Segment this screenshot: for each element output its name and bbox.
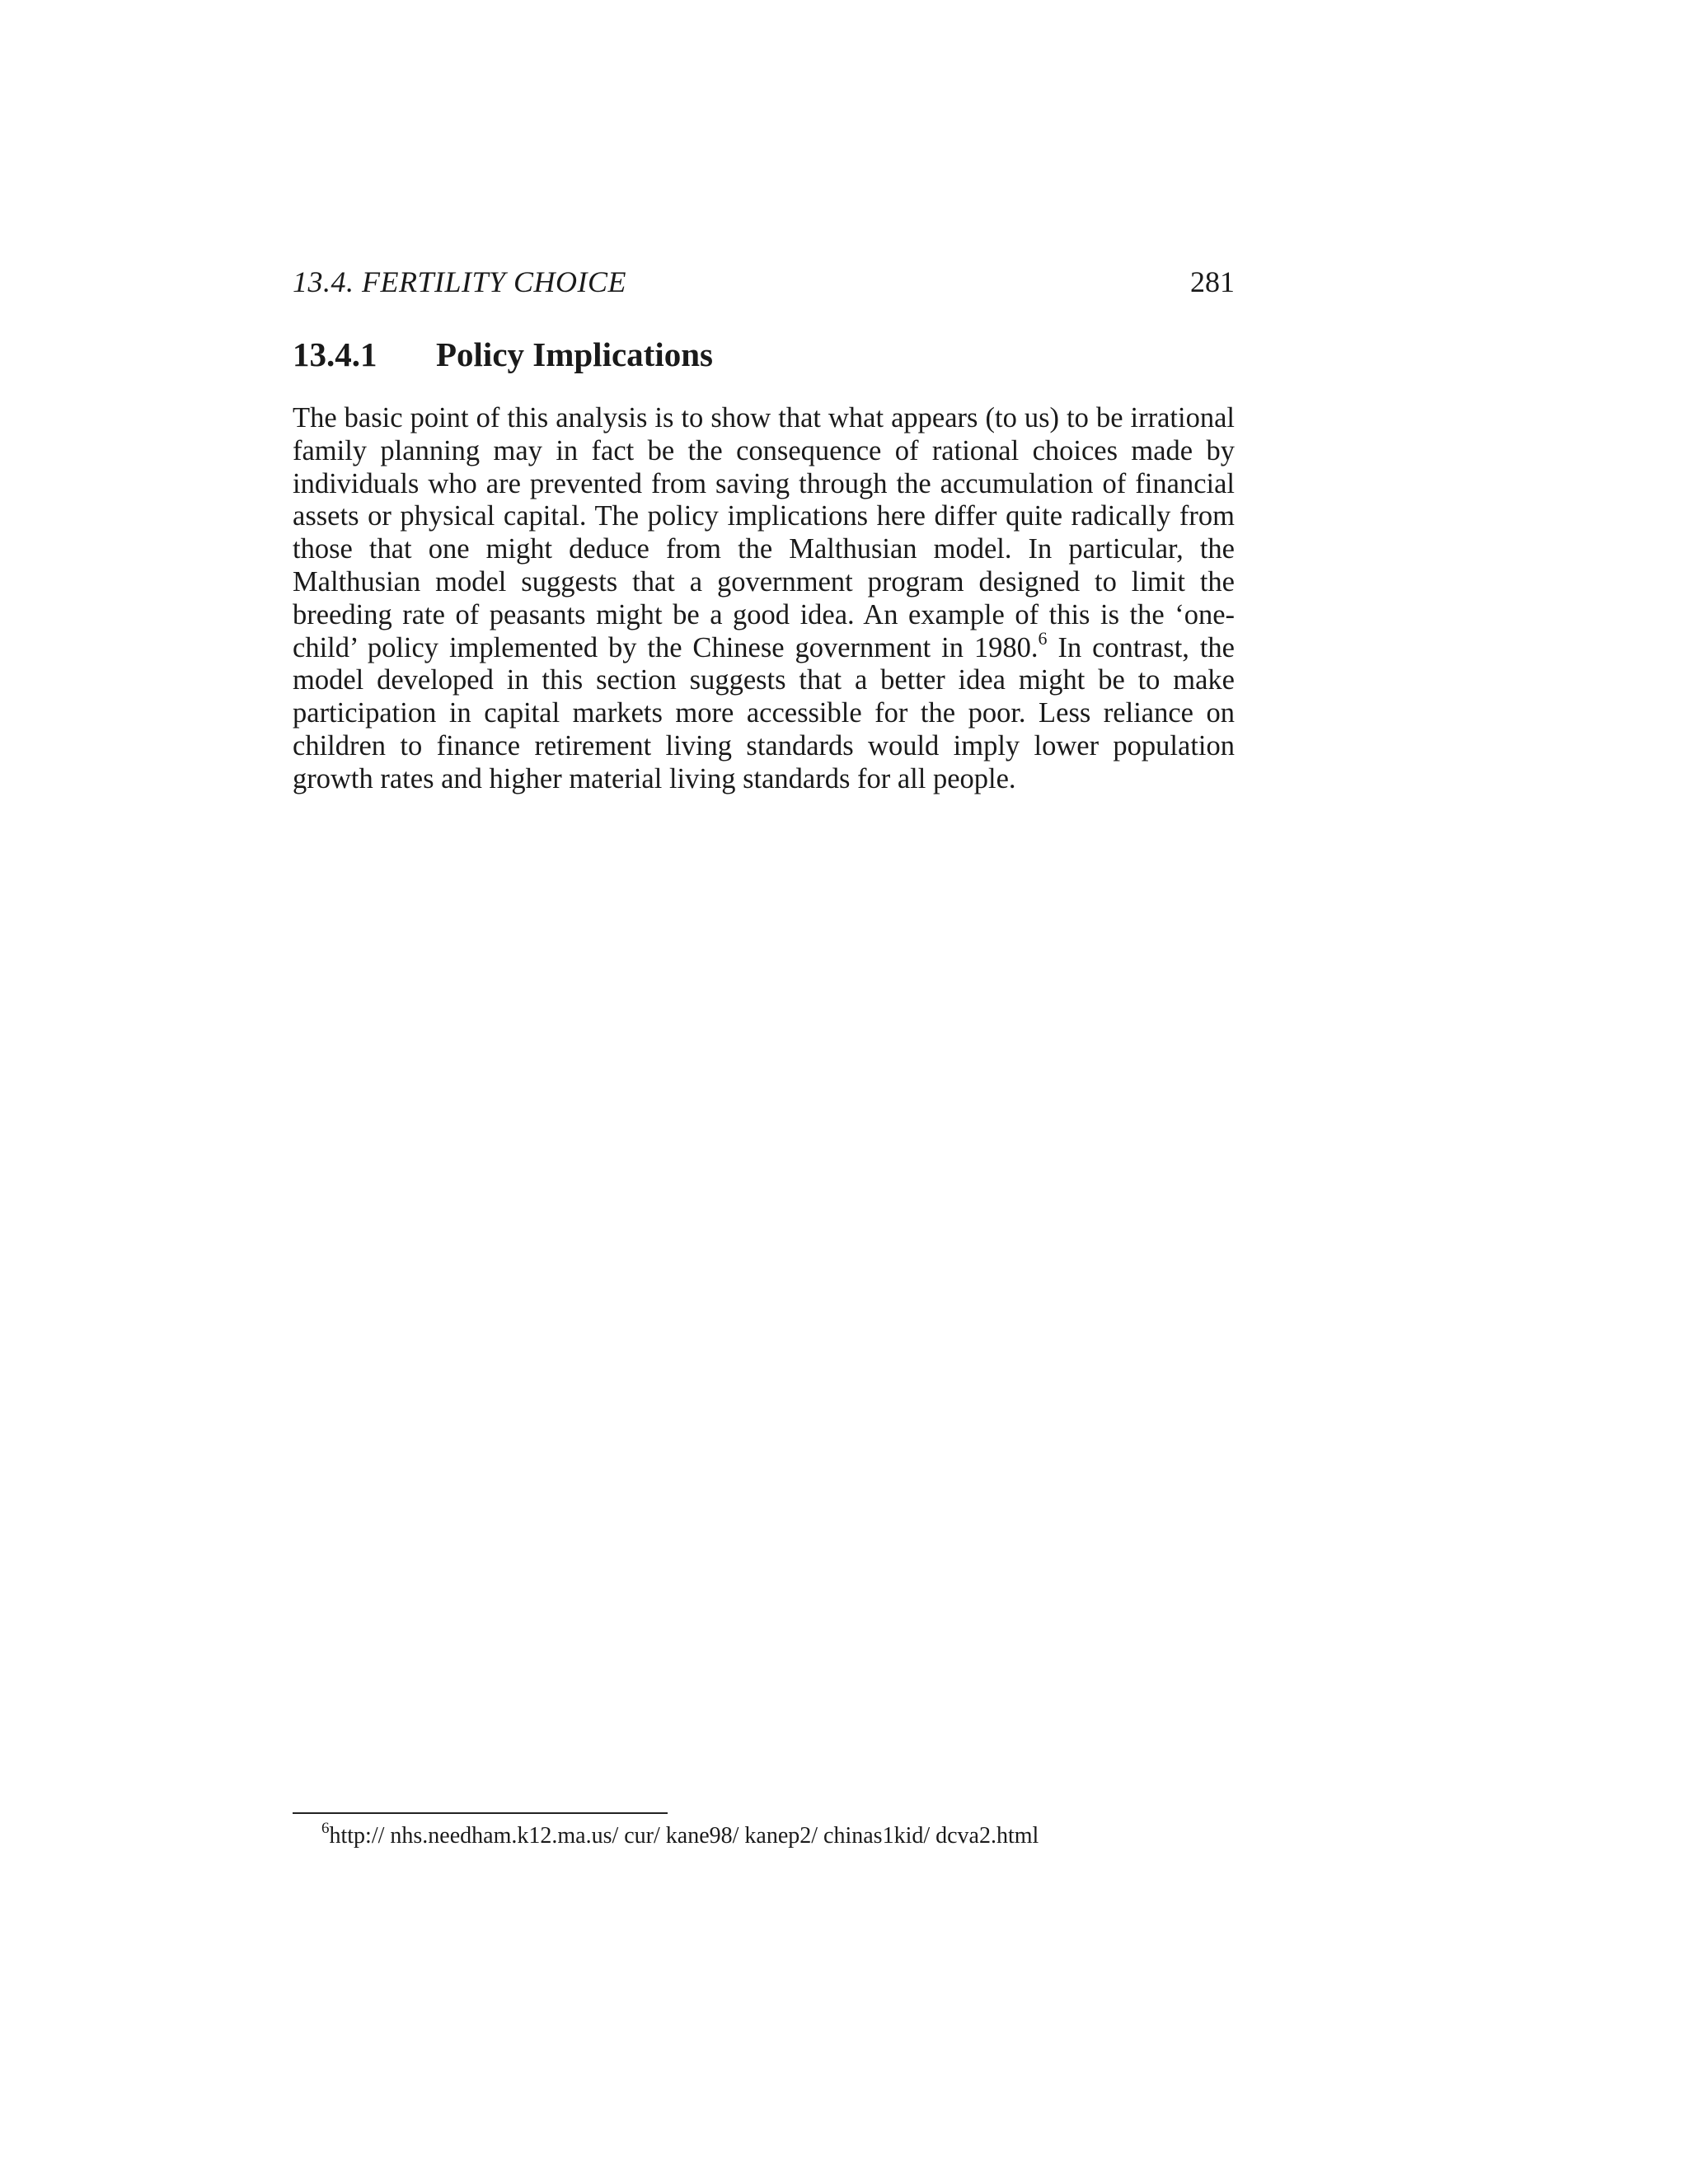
footnote-marker: 6 [321,1819,330,1837]
footnote-reference[interactable]: 6 [1038,628,1048,649]
page-header [293,262,1235,302]
running-head: 13.4. FERTILITY CHOICE [293,265,627,298]
paragraph-text-part-2: In contrast, the model developed in this section suggests that a better idea might be to make participation in capital markets more accessible for the poor. Less reliance on children to finance retirement living standards would imply lower population growth rates and higher material living standards for all people. [293,631,1235,794]
page-number: 281 [1190,265,1235,298]
section-title: Policy Implications [436,335,713,373]
footnote-url[interactable]: http:// nhs.needham.k12.ma.us/ cur/ kane98/ kanep2/ chinas1kid/ dcva2.html [329,1823,1039,1849]
section-heading [293,330,713,379]
section-number: 13.4.1 [293,335,377,373]
footnote [321,1820,1039,1853]
paragraph-text-part-1: The basic point of this analysis is to show that what appears (to us) to be irrational family planning may in fact be the consequence of rational choices made by individuals who are prevented from saving through the accumulation of financial assets or physical capital. The policy implications here differ quite radically from those that one might deduce from the Malthusian model. In particular, the Malthusian model suggests that a government program designed to limit the breeding rate of peasants might be a good idea. An example of this is the ‘one-child’ policy implemented by the Chinese government in 1980. [293,402,1235,663]
body-paragraph [293,402,1235,796]
footnote-divider [293,1812,668,1814]
